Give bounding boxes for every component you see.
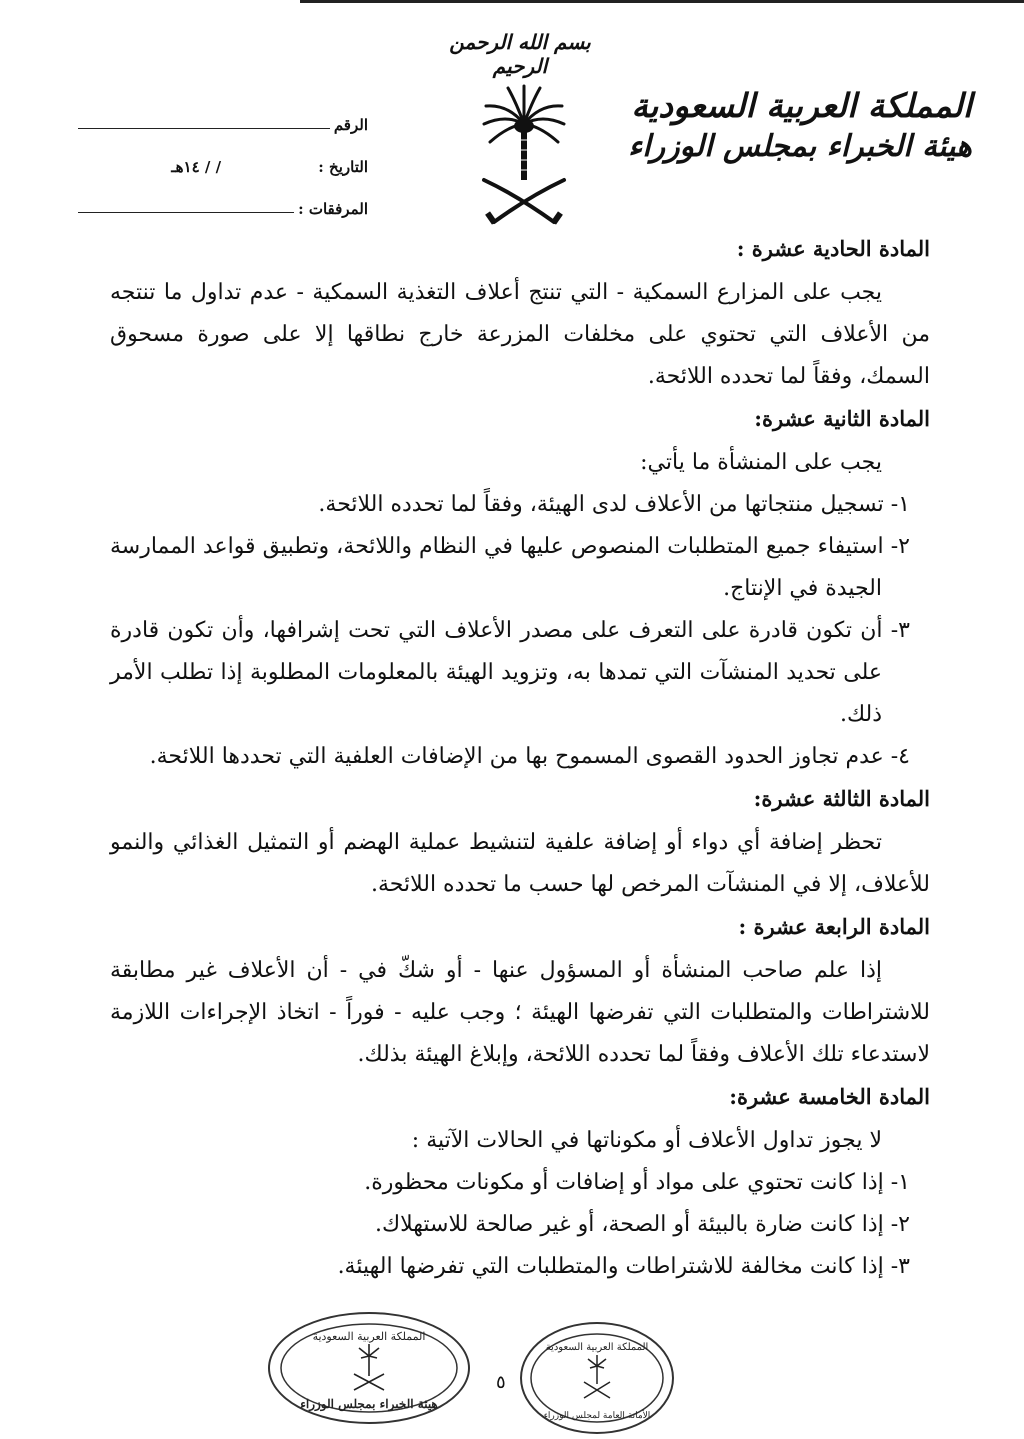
secretariat-seal	[520, 1322, 674, 1434]
saudi-emblem-icon	[478, 84, 570, 230]
article-12-item-1: ١- تسجيل منتجاتها من الأعلاف لدى الهيئة، وفقاً لما تحدده اللائحة.	[318, 492, 910, 517]
number-label: الرقم	[333, 116, 368, 134]
article-12-intro: يجب على المنشأة ما يأتي:	[640, 450, 882, 475]
article-15-item-2: ٢- إذا كانت ضارة بالبيئة أو الصحة، أو غير صالحة للاستهلاك.	[374, 1212, 910, 1237]
letterhead	[628, 86, 972, 164]
document-body	[110, 228, 930, 1288]
attachments-label: المرفقات :	[298, 200, 368, 218]
article-12-title: المادة الثانية عشرة:	[754, 406, 930, 431]
secretariat-seal-icon	[522, 1324, 672, 1432]
number-row	[78, 92, 368, 134]
seal-right-bottom-text: الأمانة العامة لمجلس الوزراء	[543, 1411, 651, 1421]
top-border-line	[300, 0, 1024, 3]
article-12-item-3: ٣- أن تكون قادرة على التعرف على مصدر الأعلاف التي تحت إشرافها، وأن تكون قادرة على تحديد المنشآت التي تمدها به، وتزويد الهيئة بالمعلومات المطلوبة إذا تطلب الأمر ذلك.	[110, 618, 910, 727]
attachments-row	[78, 176, 368, 218]
article-14-title: المادة الرابعة عشرة :	[738, 914, 930, 939]
date-value: / / ١٤هـ	[171, 158, 222, 176]
seal-right-top-text: المملكة العربية السعودية	[545, 1342, 649, 1353]
article-11-text: يجب على المزارع السمكية - التي تنتج أعلاف التغذية السمكية - عدم تداول ما تنتجه من الأعلاف التي تحتوي على مخلفات المزرعة خارج نطاقها إلا على صورة مسحوق السمك، وفقاً لما تحدده اللائحة.	[110, 280, 930, 389]
date-label: التاريخ :	[318, 158, 368, 176]
article-15-item-1: ١- إذا كانت تحتوي على مواد أو إضافات أو مكونات محظورة.	[364, 1170, 910, 1195]
article-15-title: المادة الخامسة عشرة:	[729, 1084, 930, 1109]
board-name: هيئة الخبراء بمجلس الوزراء	[628, 129, 972, 164]
seal-left-bottom-text: هيئة الخبراء بمجلس الوزراء	[300, 1397, 438, 1411]
article-15-item-3: ٣- إذا كانت مخالفة للاشتراطات والمتطلبات التي تفرضها الهيئة.	[337, 1254, 910, 1279]
board-seal	[268, 1312, 470, 1424]
basmala: بسم الله الرحمن الرحيم	[449, 30, 591, 78]
article-14-text: إذا علم صاحب المنشأة أو المسؤول عنها - أو شكّ في - أن الأعلاف غير مطابقة للاشتراطات والمتطلبات التي تفرضها الهيئة ؛ وجب عليه - فوراً - اتخاذ الإجراءات اللازمة لاستدعاء تلك الأعلاف وفقاً لما تحدده اللائحة، وإبلاغ الهيئة بذلك.	[110, 958, 930, 1067]
article-13-text: تحظر إضافة أي دواء أو إضافة علفية لتنشيط عملية الهضم أو التمثيل الغذائي والنمو للأعلاف، إلا في المنشآت المرخص لها حسب ما تحدده اللائحة.	[110, 830, 930, 897]
board-seal-icon	[270, 1314, 468, 1422]
seal-left-top-text: المملكة العربية السعودية	[312, 1330, 426, 1343]
number-line	[78, 128, 330, 129]
kingdom-name: المملكة العربية السعودية	[631, 86, 972, 125]
date-row	[78, 134, 368, 176]
article-13-title: المادة الثالثة عشرة:	[753, 786, 930, 811]
reference-block	[78, 92, 368, 218]
attachments-line	[78, 212, 294, 213]
page-number: ٥	[496, 1372, 506, 1393]
article-12-item-4: ٤- عدم تجاوز الحدود القصوى المسموح بها من الإضافات العلفية التي تحددها اللائحة.	[149, 744, 910, 769]
article-11-title: المادة الحادية عشرة :	[736, 236, 930, 261]
article-12-item-2: ٢- استيفاء جميع المتطلبات المنصوص عليها في النظام واللائحة، وتطبيق قواعد الممارسة الجيدة في الإنتاج.	[110, 534, 910, 601]
article-15-intro: لا يجوز تداول الأعلاف أو مكوناتها في الحالات الآتية :	[411, 1128, 882, 1153]
